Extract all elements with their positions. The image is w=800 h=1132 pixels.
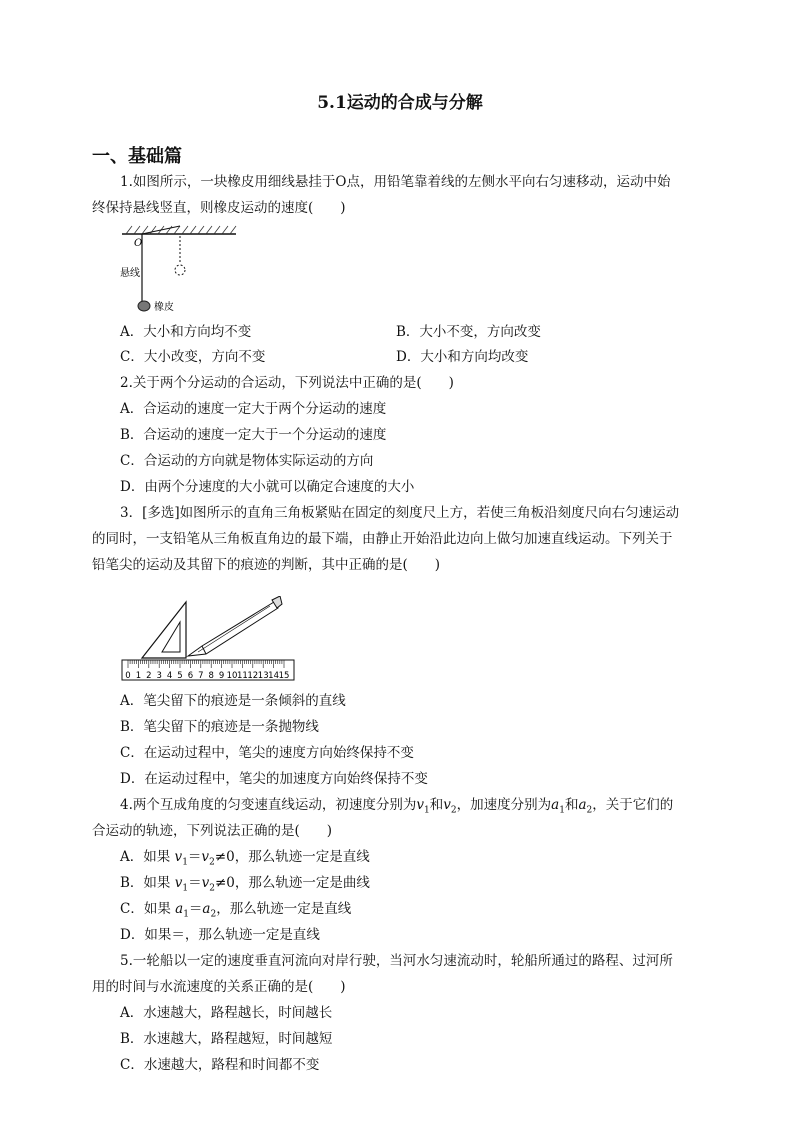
q4-option-b-post: ，那么轨迹一定是曲线 [234, 875, 370, 891]
ruler-tick-label: 0 [125, 671, 131, 681]
q4-option-c: C．如果 $a_1=a_2$，那么轨迹一定是直线 [120, 901, 352, 920]
q1-stem-line2: 终保持悬线竖直，则橡皮运动的速度( ) [92, 200, 346, 216]
q3-option-a: A．笔尖留下的痕迹是一条倾斜的直线 [120, 693, 346, 709]
q1-option-d: D．大小和方向均改变 [396, 349, 529, 365]
ruler-tick-label: 10 [226, 671, 238, 681]
q4-text-a: 4.两个互成角度的匀变速直线运动，初速度分别为 [120, 797, 417, 813]
ceiling-hatch [126, 226, 236, 234]
q1-option-b: B．大小不变，方向改变 [396, 324, 541, 340]
q4-text-c: ，加速度分别为 [456, 797, 552, 813]
q4-text-b: 和 [429, 797, 444, 813]
q1-stem-line1: 1.如图所示，一块橡皮用细线悬挂于O点，用铅笔靠着线的左侧水平向右匀速移动，运动中始 [120, 174, 671, 190]
ruler-tick-label: 8 [208, 671, 214, 681]
ruler-tick-label: 12 [247, 671, 259, 681]
eraser-label: 橡皮 [154, 302, 174, 313]
ruler-tick-label: 6 [187, 671, 194, 681]
q4-text-e: ，关于它们的 [592, 797, 674, 813]
eraser [138, 301, 150, 311]
q2-option-c: C．合运动的方向就是物体实际运动的方向 [120, 453, 374, 469]
q4-option-c-pre: C．如果 [120, 901, 176, 917]
set-square-inner [162, 622, 180, 652]
string-segment [142, 226, 180, 234]
ruler-tick-label: 7 [198, 671, 204, 681]
q4-stem-line2: 合运动的轨迹，下列说法正确的是( ) [92, 823, 333, 839]
q4-option-b: B．如果 $v_1=v_2\ne 0$，那么轨迹一定是曲线 [120, 875, 370, 894]
q4-option-d: D．如果＝，那么轨迹一定是直线 [120, 927, 320, 943]
ruler-tick-label: 9 [218, 671, 225, 681]
ruler-tick-label: 4 [166, 671, 173, 681]
q3-option-d: D．在运动过程中，笔尖的加速度方向始终保持不变 [120, 771, 428, 787]
q5-option-b: B．水速越大，路程越短，时间越短 [120, 1031, 333, 1047]
q4-option-b-pre: B．如果 [120, 875, 175, 891]
q4-option-a-post: ，那么轨迹一定是直线 [234, 849, 370, 865]
page-title: 5.1运动的合成与分解 [317, 93, 483, 113]
q2-option-a: A．合运动的速度一定大于两个分运动的速度 [120, 401, 387, 417]
q5-stem-line2: 用的时间与水流速度的关系正确的是( ) [92, 979, 346, 995]
q3-option-c: C．在运动过程中，笔尖的速度方向始终保持不变 [120, 745, 414, 761]
q2-option-d: D．由两个分速度的大小就可以确定合速度的大小 [120, 479, 415, 495]
ruler-tick-label: 11 [236, 671, 248, 681]
ruler-tick-label: 5 [177, 671, 183, 681]
ruler-tick-label: 14 [268, 671, 280, 681]
q4-text-d: 和 [564, 797, 579, 813]
q5-option-a: A．水速越大，路程越长，时间越长 [120, 1005, 333, 1021]
q5-option-c: C．水速越大，路程和时间都不变 [120, 1057, 320, 1073]
q1-figure [118, 222, 248, 320]
ruler-tick-label: 2 [146, 671, 152, 681]
pencil [188, 596, 282, 656]
q3-option-b: B．笔尖留下的痕迹是一条抛物线 [120, 719, 319, 735]
ruler-tick-label: 13 [257, 671, 269, 681]
q1-option-a: A．大小和方向均不变 [120, 324, 252, 340]
dashed-eraser [175, 265, 185, 275]
point-o-label: O [134, 238, 143, 249]
q3-stem-line2: 的同时，一支铅笔从三角板直角边的最下端，由静止开始沿此边向上做匀加速直线运动。下列关于 [92, 531, 673, 547]
q3-stem-line1: 3．[多选]如图所示的直角三角板紧贴在固定的刻度尺上方，若使三角板沿刻度尺向右匀速运动 [120, 505, 680, 521]
q4-option-c-post: ，那么轨迹一定是直线 [216, 901, 352, 917]
section-heading: 一、基础篇 [92, 146, 182, 167]
q4-stem-line1: 4.两个互成角度的匀变速直线运动，初速度分别为$v_1$和$v_2$，加速度分别为$a_1$和$a_2$，关于它们的 [120, 797, 674, 816]
ruler-tick-label: 15 [278, 671, 290, 681]
string-label: 悬线 [120, 268, 140, 279]
q4-option-a-pre: A．如果 [120, 849, 175, 865]
ruler-tick-label: 1 [135, 671, 142, 681]
q3-stem-line3: 铅笔尖的运动及其留下的痕迹的判断，其中正确的是( ) [92, 557, 441, 573]
q1-option-c: C．大小改变，方向不变 [120, 349, 266, 365]
q2-stem: 2.关于两个分运动的合运动，下列说法中正确的是( ) [120, 375, 454, 391]
q5-stem-line1: 5.一轮船以一定的速度垂直河流向对岸行驶，当河水匀速流动时，轮船所通过的路程、过河所 [120, 953, 673, 969]
ruler-tick-label: 3 [156, 671, 162, 681]
q3-figure [120, 596, 300, 684]
q4-option-a: A．如果 $v_1=v_2\ne 0$，那么轨迹一定是直线 [120, 849, 370, 868]
q2-option-b: B．合运动的速度一定大于一个分运动的速度 [120, 427, 387, 443]
